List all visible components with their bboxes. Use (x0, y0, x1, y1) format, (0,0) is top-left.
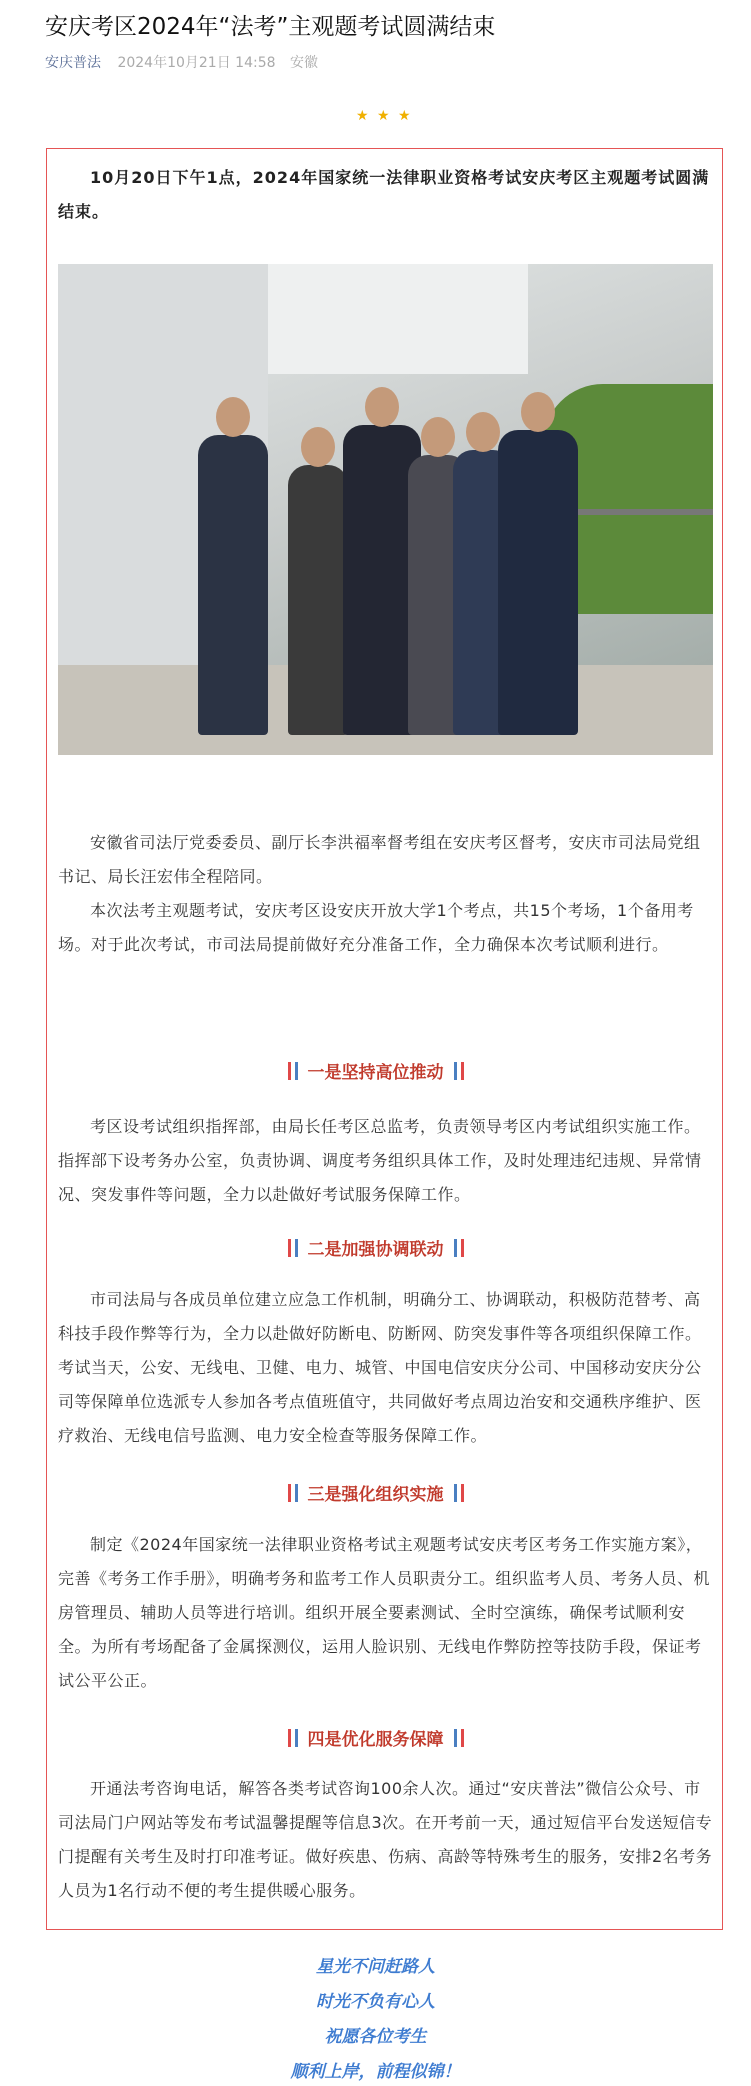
closing-line-1: 星光不问赶路人 (316, 1957, 435, 1977)
account-link[interactable]: 安庆普法 (45, 55, 101, 71)
lead-paragraph: 10月20日下午1点，2024年国家统一法律职业资格考试安庆考区主观题考试圆满结束。 (58, 168, 710, 221)
section-heading-4: 四是优化服务保障 (0, 1725, 751, 1750)
section-heading-3: 三是强化组织实施 (0, 1480, 751, 1505)
section-text-1: 考区设考试组织指挥部，由局长任考区总监考，负责领导考区内考试组织实施工作。指挥部下设考务办公室，负责协调、调度考务组织具体工作，及时处理违纪违规、异常情况、突发事件等问题，全力以赴做好考试服务保障工作。 (58, 1117, 702, 1204)
section-heading-1: 一是坚持高位推动 (0, 1058, 751, 1083)
article-meta (45, 52, 328, 72)
section-text-2: 市司法局与各成员单位建立应急工作机制，明确分工、协调联动，积极防范替考、高科技手段作弊等行为，全力以赴做好防断电、防断网、防突发事件等各项组织保障工作。考试当天，公安、无线电、卫健、电力、城管、中国电信安庆分公司、中国移动安庆分公司等保障单位选派专人参加各考点值班值守，共同做好考点周边治安和交通秩序维护、医疗救治、无线电信号监测、电力安全检查等服务保障工作。 (58, 1290, 702, 1445)
closing-line-3: 祝愿各位考生 (324, 2027, 427, 2047)
inspection-photo (58, 264, 713, 755)
intro-text (58, 826, 713, 962)
closing-line-4: 顺利上岸，前程似锦！ (290, 2062, 461, 2082)
article-title: 安庆考区2024年“法考”主观题考试圆满结束 (45, 14, 496, 40)
publish-date: 2024年10月21日 14:58 (117, 55, 276, 71)
section-text-4: 开通法考咨询电话，解答各类考试咨询100余人次。通过“安庆普法”微信公众号、市司法局门户网站等发布考试温馨提醒等信息3次。在开考前一天，通过短信平台发送短信专门提醒有关考生及时打印准考证。做好疾患、伤病、高龄等特殊考生的服务，安排2名考务人员为1名行动不便的考生提供暖心服务。 (58, 1779, 713, 1900)
publish-location: 安徽 (289, 55, 318, 71)
section-heading-2: 二是加强协调联动 (0, 1235, 751, 1260)
closing-line-2: 时光不负有心人 (316, 1992, 435, 2012)
paragraph: 本次法考主观题考试，安庆考区设安庆开放大学1个考点，共15个考场，1个备用考场。对于此次考试，市司法局提前做好充分准备工作，全力确保本次考试顺利进行。 (58, 901, 694, 954)
star-ornament: ★ ★ ★ (356, 108, 413, 124)
section-text-3: 制定《2024年国家统一法律职业资格考试主观题考试安庆考区考务工作实施方案》，完善《考务工作手册》，明确考务和监考工作人员职责分工。组织监考人员、考务人员、机房管理员、辅助人员等进行培训。组织开展全要素测试、全时空演练，确保考试顺利安全。为所有考场配备了金属探测仪，运用人脸识别、无线电作弊防控等技防手段，保证考试公平公正。 (58, 1535, 711, 1690)
paragraph: 安徽省司法厅党委委员、副厅长李洪福率督考组在安庆考区督考，安庆市司法局党组书记、局长汪宏伟全程陪同。 (58, 833, 701, 886)
